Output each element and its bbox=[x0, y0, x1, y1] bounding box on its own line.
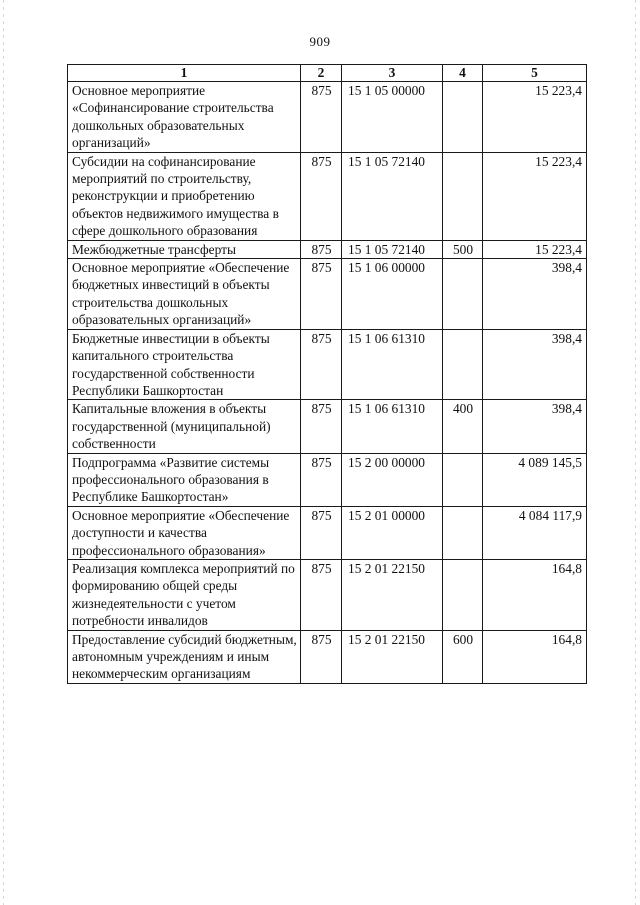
table-row bbox=[68, 453, 587, 506]
table-row bbox=[68, 506, 587, 559]
row-name-cell: Капитальные вложения в объекты государственной (муниципальной) собственности bbox=[68, 400, 301, 453]
table-row bbox=[68, 152, 587, 240]
row-kvr-cell bbox=[443, 152, 483, 240]
row-name-cell: Подпрограмма «Развитие системы профессионального образования в Республике Башкортостан» bbox=[68, 453, 301, 506]
header-col-2: 2 bbox=[301, 65, 342, 82]
budget-table bbox=[67, 64, 587, 684]
row-kvr-cell bbox=[443, 329, 483, 400]
row-code-cell: 875 bbox=[301, 82, 342, 153]
row-name-cell: Межбюджетные трансферты bbox=[68, 240, 301, 258]
table-header-row bbox=[68, 65, 587, 82]
row-sum-cell: 164,8 bbox=[483, 559, 587, 630]
row-kvr-cell bbox=[443, 506, 483, 559]
row-code-cell: 875 bbox=[301, 329, 342, 400]
row-kvr-cell: 500 bbox=[443, 240, 483, 258]
row-code-cell: 875 bbox=[301, 453, 342, 506]
row-kcsr-cell: 15 2 01 22150 bbox=[342, 630, 443, 683]
row-code-cell: 875 bbox=[301, 240, 342, 258]
row-kcsr-cell: 15 2 01 00000 bbox=[342, 506, 443, 559]
row-kvr-cell bbox=[443, 453, 483, 506]
row-sum-cell: 4 084 117,9 bbox=[483, 506, 587, 559]
row-kvr-cell: 400 bbox=[443, 400, 483, 453]
table-row bbox=[68, 400, 587, 453]
row-kcsr-cell: 15 2 00 00000 bbox=[342, 453, 443, 506]
row-name-cell: Основное мероприятие «Обеспечение доступности и качества профессионального образования» bbox=[68, 506, 301, 559]
table-row bbox=[68, 630, 587, 683]
header-col-1: 1 bbox=[68, 65, 301, 82]
row-name-cell: Субсидии на софинансирование мероприятий по строительству, реконструкции и приобретению объектов недвижимого имущества в сфере дошкольного образования bbox=[68, 152, 301, 240]
row-name-cell: Основное мероприятие «Обеспечение бюджетных инвестиций в объекты строительства дошкольных образовательных организаций» bbox=[68, 259, 301, 330]
row-kcsr-cell: 15 1 06 61310 bbox=[342, 400, 443, 453]
row-kcsr-cell: 15 2 01 22150 bbox=[342, 559, 443, 630]
row-kvr-cell bbox=[443, 259, 483, 330]
row-sum-cell: 398,4 bbox=[483, 259, 587, 330]
table-row bbox=[68, 559, 587, 630]
page-number: 909 bbox=[309, 34, 331, 49]
row-code-cell: 875 bbox=[301, 400, 342, 453]
row-sum-cell: 164,8 bbox=[483, 630, 587, 683]
header-col-3: 3 bbox=[342, 65, 443, 82]
row-kcsr-cell: 15 1 06 00000 bbox=[342, 259, 443, 330]
header-col-5: 5 bbox=[483, 65, 587, 82]
row-kvr-cell: 600 bbox=[443, 630, 483, 683]
header-col-4: 4 bbox=[443, 65, 483, 82]
row-kcsr-cell: 15 1 05 72140 bbox=[342, 152, 443, 240]
row-sum-cell: 15 223,4 bbox=[483, 82, 587, 153]
row-sum-cell: 4 089 145,5 bbox=[483, 453, 587, 506]
table-row bbox=[68, 240, 587, 258]
row-name-cell: Реализация комплекса мероприятий по формированию общей среды жизнедеятельности с учетом потребности инвалидов bbox=[68, 559, 301, 630]
row-sum-cell: 15 223,4 bbox=[483, 152, 587, 240]
row-kvr-cell bbox=[443, 82, 483, 153]
row-code-cell: 875 bbox=[301, 506, 342, 559]
scan-edge-left bbox=[3, 0, 4, 905]
scan-edge-right bbox=[635, 0, 636, 905]
row-kcsr-cell: 15 1 06 61310 bbox=[342, 329, 443, 400]
row-code-cell: 875 bbox=[301, 152, 342, 240]
row-name-cell: Бюджетные инвестиции в объекты капитального строительства государственной собственности Республики Башкортостан bbox=[68, 329, 301, 400]
row-kvr-cell bbox=[443, 559, 483, 630]
row-kcsr-cell: 15 1 05 72140 bbox=[342, 240, 443, 258]
row-code-cell: 875 bbox=[301, 630, 342, 683]
row-sum-cell: 398,4 bbox=[483, 400, 587, 453]
table-row bbox=[68, 329, 587, 400]
row-sum-cell: 15 223,4 bbox=[483, 240, 587, 258]
row-name-cell: Предоставление субсидий бюджетным, автономным учреждениям и иным некоммерческим организациям bbox=[68, 630, 301, 683]
row-code-cell: 875 bbox=[301, 559, 342, 630]
row-kcsr-cell: 15 1 05 00000 bbox=[342, 82, 443, 153]
table-row bbox=[68, 259, 587, 330]
row-code-cell: 875 bbox=[301, 259, 342, 330]
row-sum-cell: 398,4 bbox=[483, 329, 587, 400]
row-name-cell: Основное мероприятие «Софинансирование строительства дошкольных образовательных организаций» bbox=[68, 82, 301, 153]
table-row bbox=[68, 82, 587, 153]
